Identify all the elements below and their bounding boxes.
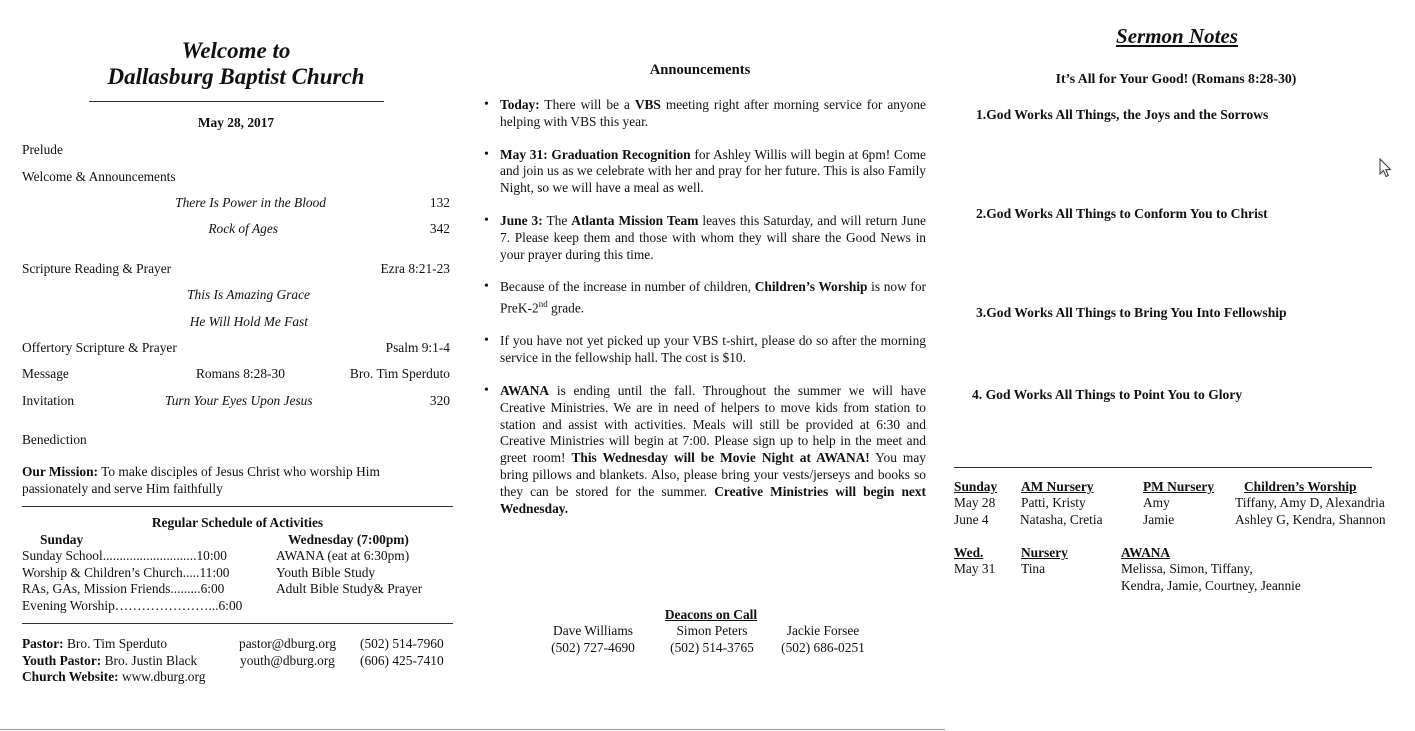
pastor-name: Bro. Tim Sperduto	[63, 636, 168, 651]
service-date: May 28, 2017	[197, 115, 275, 130]
schedule-wednesday-item: Adult Bible Study& Prayer	[276, 581, 423, 596]
welcome-title-line1: Welcome to	[181, 38, 291, 63]
youth-pastor-label: Youth Pastor:	[22, 653, 102, 668]
invitation-label: Invitation	[22, 393, 75, 408]
announcement-item: • Because of the increase in number of children, Children’s Worship is now for PreK-2nd grade.	[500, 279, 926, 317]
wednesday-header: Wed.	[954, 545, 984, 560]
schedule-sunday-item: RAs, GAs, Mission Friends.........6:00	[22, 581, 225, 596]
website-line	[22, 669, 205, 685]
youth-pastor-phone: (606) 425-7410	[360, 653, 444, 668]
deacon-phone: (502) 727-4690	[551, 640, 635, 655]
youth-pastor-email: youth@dburg.org	[240, 653, 335, 668]
title-divider	[89, 101, 384, 102]
message-reference: Romans 8:28-30	[196, 366, 285, 381]
sermon-point: 1.God Works All Things, the Joys and the Sorrows	[976, 107, 1269, 122]
pastor-phone: (502) 514-7960	[360, 636, 444, 651]
announcements-list	[500, 97, 926, 533]
nursery-date: May 28	[954, 495, 996, 510]
nursery-am: Patti, Kristy	[1021, 495, 1086, 510]
schedule-sunday-item: Sunday School............................10:00	[22, 548, 227, 563]
pastor-email: pastor@dburg.org	[239, 636, 337, 651]
schedule-title: Regular Schedule of Activities	[151, 515, 324, 530]
youth-pastor-line	[22, 653, 197, 669]
nursery-pm: Jamie	[1143, 512, 1175, 527]
wednesday-awana-header: AWANA	[1121, 545, 1171, 560]
sermon-point: 4. God Works All Things to Point You to Glory	[972, 387, 1243, 402]
nursery-header-am: AM Nursery	[1021, 479, 1094, 494]
schedule-wednesday-header: Wednesday (7:00pm)	[288, 532, 409, 547]
deacons-title: Deacons on Call	[664, 607, 758, 622]
wednesday-awana: Kendra, Jamie, Courtney, Jeannie	[1121, 578, 1301, 593]
website-url: www.dburg.org	[118, 669, 206, 684]
announcement-item: • AWANA is ending until the fall. Throughout the summer we will have Creative Ministries. We are in need of helpers to move kids from station to station and assist with activities. Meals will still be provided at 6:30 and Creative Ministries will begin at 7:00. Please sign up to help in the meet and greet room! This Wednesday will be Movie Night at AWANA! You may bring pillows and blankets. Also, please bring your vests/jerseys and books so they can be stored for the summer. Creative Ministries will begin next Wednesday.	[500, 383, 926, 517]
nursery-header-sunday: Sunday	[954, 479, 998, 494]
announcements-title: Announcements	[649, 62, 751, 78]
nursery-divider	[954, 467, 1372, 468]
wednesday-nursery-header: Nursery	[1021, 545, 1068, 560]
mission-label: Our Mission:	[22, 464, 99, 479]
welcome-announcements: Welcome & Announcements	[22, 169, 176, 184]
wednesday-date: May 31	[954, 561, 996, 576]
sermon-subtitle: It’s All for Your Good! (Romans 8:28-30)	[1055, 71, 1297, 86]
schedule-sunday-item: Evening Worship…………………...6:00	[22, 598, 243, 613]
nursery-childrens-worship: Ashley G, Kendra, Shannon	[1235, 512, 1386, 527]
mission-text: To make disciples of Jesus Christ who worship Him	[98, 464, 380, 479]
nursery-pm: Amy	[1143, 495, 1170, 510]
deacon-name: Dave Williams	[553, 623, 633, 638]
mission-line1	[22, 464, 380, 480]
song-title: This Is Amazing Grace	[187, 287, 310, 302]
nursery-am: Natasha, Cretia	[1020, 512, 1103, 527]
announcement-item: • May 31: Graduation Recognition for Ashley Willis will begin at 6pm! Come and join us as we celebrate with her and pray for her future. This is also Family Night, so we will have a meal as well.	[500, 147, 926, 197]
nursery-header-childrens-worship: Children’s Worship	[1244, 479, 1357, 494]
website-label: Church Website:	[22, 669, 119, 684]
pastor-line	[22, 636, 167, 652]
hymn-title: There Is Power in the Blood	[175, 195, 326, 210]
schedule-divider-bottom	[22, 623, 453, 624]
hymn-number: 342	[429, 221, 450, 236]
benediction: Benediction	[22, 432, 87, 447]
scripture-reference: Ezra 8:21-23	[380, 261, 450, 276]
invitation-number: 320	[429, 393, 450, 408]
nursery-childrens-worship: Tiffany, Amy D, Alexandria	[1235, 495, 1385, 510]
message-speaker: Bro. Tim Sperduto	[349, 366, 450, 381]
schedule-sunday-header: Sunday	[40, 532, 84, 547]
deacon-name: Jackie Forsee	[786, 623, 860, 638]
page-bottom-edge	[0, 729, 945, 730]
welcome-title-line2: Dallasburg Baptist Church	[107, 64, 365, 89]
announcement-item: • June 3: The Atlanta Mission Team leaves this Saturday, and will return June 7. Please keep them and those with whom they will share the Good News in your prayer during this time.	[500, 213, 926, 263]
deacon-phone: (502) 686-0251	[781, 640, 865, 655]
hymn-number: 132	[429, 195, 450, 210]
sermon-point: 2.God Works All Things to Conform You to Christ	[976, 206, 1268, 221]
announcement-item: • If you have not yet picked up your VBS t-shirt, please do so after the morning service in the fellowship hall. The cost is $10.	[500, 333, 926, 367]
message-label: Message	[22, 366, 69, 381]
deacon-name: Simon Peters	[676, 623, 748, 638]
announcement-item: • Today: There will be a VBS meeting right after morning service for anyone helping with VBS this year.	[500, 97, 926, 131]
scripture-reading-label: Scripture Reading & Prayer	[22, 261, 172, 276]
hymn-title: Rock of Ages	[208, 221, 278, 236]
nursery-header-pm: PM Nursery	[1143, 479, 1215, 494]
schedule-divider-top	[22, 506, 453, 507]
mission-line2: passionately and serve Him faithfully	[22, 481, 223, 496]
offertory-label: Offertory Scripture & Prayer	[22, 340, 177, 355]
prelude: Prelude	[22, 142, 63, 157]
mouse-cursor-icon	[1379, 158, 1393, 178]
wednesday-awana: Melissa, Simon, Tiffany,	[1121, 561, 1253, 576]
wednesday-nursery: Tina	[1021, 561, 1046, 576]
sermon-point: 3.God Works All Things to Bring You Into Fellowship	[976, 305, 1287, 320]
offertory-reference: Psalm 9:1-4	[385, 340, 450, 355]
sermon-notes-title: Sermon Notes	[1116, 24, 1238, 48]
nursery-date: June 4	[954, 512, 989, 527]
youth-pastor-name: Bro. Justin Black	[101, 653, 198, 668]
invitation-hymn: Turn Your Eyes Upon Jesus	[165, 393, 313, 408]
pastor-label: Pastor:	[22, 636, 64, 651]
schedule-wednesday-item: Youth Bible Study	[276, 565, 376, 580]
song-title: He Will Hold Me Fast	[189, 314, 308, 329]
schedule-wednesday-item: AWANA (eat at 6:30pm)	[276, 548, 410, 563]
schedule-sunday-item: Worship & Children’s Church.....11:00	[22, 565, 230, 580]
deacon-phone: (502) 514-3765	[670, 640, 754, 655]
